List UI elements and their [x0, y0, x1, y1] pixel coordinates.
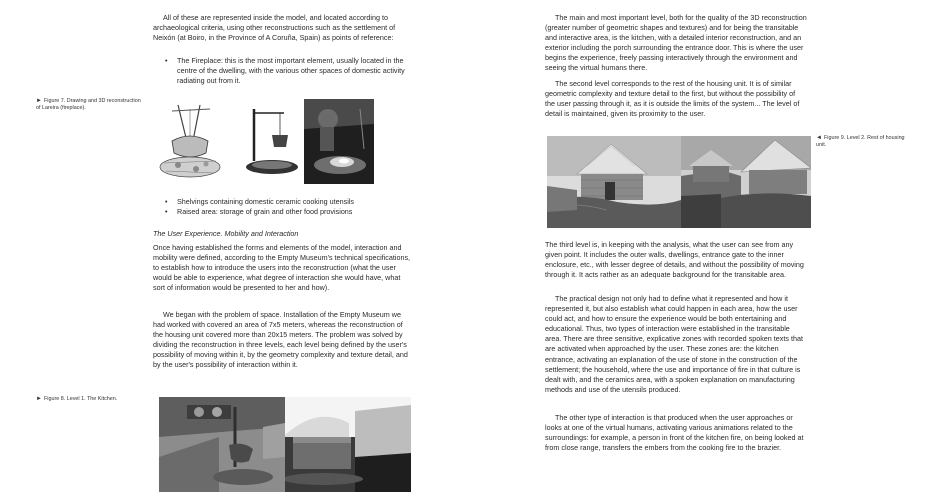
- intro-paragraph: All of these are represented inside the model, and located according to archaeological criteria, using other reconstructions such as the settlement of Neixón (at Boiro, in the Province of A Coruña, Spain) as points of reference:: [153, 13, 396, 43]
- arrow-right-icon: ►: [36, 396, 42, 402]
- figure-7-drawing-left: [158, 101, 233, 183]
- figure-7-drawing-middle: [236, 101, 300, 183]
- figure-8-kitchen-render-right: [285, 397, 411, 492]
- right-paragraph-5: The other type of interaction is that produced when the user approaches or looks at one of the virtual humans, activating various animations related to the surroundings: for example, a person in front of the kitchen fire, on being looked at from close range, transfers the embers from the cooking fire to the brazier.: [545, 413, 804, 453]
- left-paragraph-2: We began with the problem of space. Installation of the Empty Museum we had worked with covered an area of 7x5 meters, whereas the reconstruction of the housing unit covered more than 20x15 meters. The problem was solved by dividing the reconstruction in three levels, each level being defined by the user's possibility of moving within it, by the geometry complexity and texture detail, and by the user's possibility of interaction within it.: [153, 310, 408, 370]
- bullet-fireplace: • The Fireplace: this is the most important element, usually located in the centre of the dwelling, with the various other spaces of domestic activity radiating out from it.: [161, 56, 413, 86]
- figure-7-3d-render: [304, 99, 374, 184]
- right-paragraph-4: The practical design not only had to define what it represented and how it represented it, but also establish what could happen in each area, how the user could act, and how to ensure the experience would be both entertaining and educational. Thus, two types of interaction were established in the transitable area. There are three sensitive, explicative zones with recorded spoken texts that are activated when approached by the user. These zones are: the kitchen entrance, activating an explanation of the use of stone in the construction of the settlement; the household, where the use and importance of fire in that culture is dealt with, and the ceramics area, with a spoken explanation on manufacturing methods and use of the utensils produced.: [545, 294, 803, 394]
- arrow-right-icon: ►: [36, 98, 42, 104]
- figure-7-caption: ► Figure 7. Drawing and 3D reconstruction of Lareira (fireplace).: [36, 98, 141, 112]
- arrow-left-icon: ◄: [816, 135, 822, 141]
- figure-8-kitchen-render-left: [159, 397, 285, 492]
- right-paragraph-3: The third level is, in keeping with the analysis, what the user can see from any given point. It includes the outer walls, dwellings, entrance gate to the inner enclosure, etc., with lesser degree of details, and without the possibility of moving through it. It acts rather as an adequate background for the transitable area.: [545, 240, 804, 280]
- figure-9-caption: ◄ Figure 9. Level 2. Rest of housing unit.: [816, 135, 905, 149]
- bullet-raised-area: • Raised area: storage of grain and other food provisions: [161, 207, 413, 217]
- figure-8-caption: ► Figure 8. Level 1. The Kitchen.: [36, 396, 118, 402]
- section-heading: The User Experience. Mobility and Interaction: [153, 229, 299, 238]
- bullet-shelvings: • Shelvings containing domestic ceramic cooking utensils: [161, 197, 413, 207]
- right-paragraph-2: The second level corresponds to the rest of the housing unit. It is of similar geometric complexity and texture detail to the first, but without the possibility of the user passing through it, as it is outside the limits of the system... The level of detail is maintained, given its proximity to the user.: [545, 79, 800, 119]
- right-paragraph-1: The main and most important level, both for the quality of the 3D reconstruction (greater number of geometric shapes and textures) and for being the transitable and interactive area, is the kitchen, with a detailed interior reconstruction, and an exterior including the porch surrounding the entrance door. This is where the user begins the experience, freely passing interactively through the environment and seeing the virtual humans there.: [545, 13, 807, 73]
- left-page: [0, 0, 470, 504]
- figure-9-level2-render-right: [681, 136, 811, 228]
- bullet-list-bottom: [161, 197, 413, 217]
- bullet-list-top: [161, 56, 413, 86]
- right-page: [470, 0, 945, 504]
- left-paragraph-1: Once having established the forms and elements of the model, interaction and mobility were defined, according to the Empty Museum's technical specifications, to establish how to introduce the users into the reconstruction (what the user would be able to experience, what degree of interaction she would have, what sort of information would be presented to her and how).: [153, 243, 411, 293]
- figure-9-level2-render-left: [547, 136, 681, 228]
